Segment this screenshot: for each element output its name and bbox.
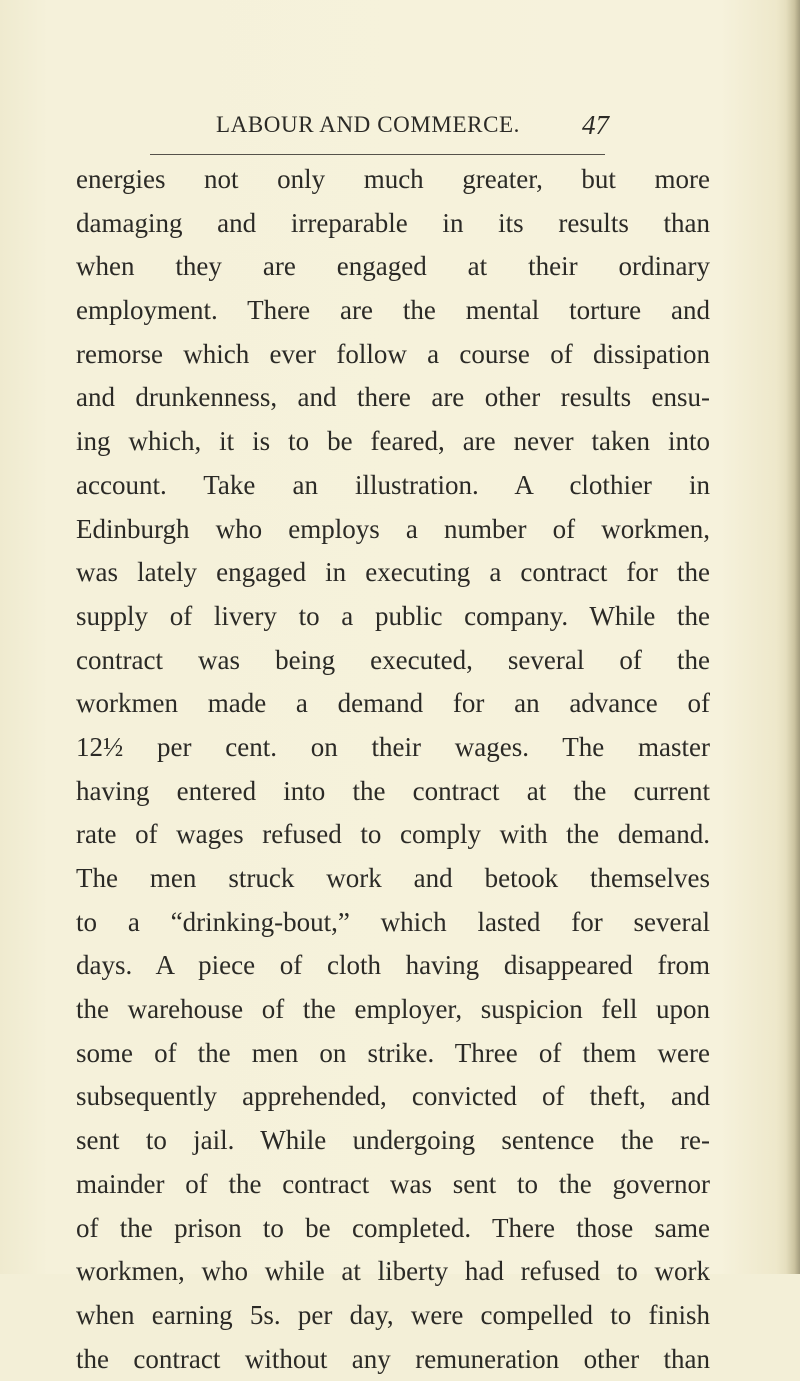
text-line: and drunkenness, and there are other results ensu-: [76, 382, 710, 413]
body-text: [76, 158, 710, 1381]
text-line: supply of livery to a public company. While the: [76, 600, 710, 631]
text-line: some of the men on strike. Three of them were: [76, 1037, 710, 1068]
text-line: having entered into the contract at the current: [76, 775, 710, 806]
text-line: the warehouse of the employer, suspicion fell upon: [76, 994, 710, 1025]
text-line: workmen, who while at liberty had refused to work: [76, 1256, 710, 1287]
text-line: damaging and irreparable in its results than: [76, 207, 710, 238]
text-line: to a “drinking-bout,” which lasted for several: [76, 906, 710, 937]
text-line: when they are engaged at their ordinary: [76, 251, 710, 282]
text-line: was lately engaged in executing a contract for the: [76, 557, 710, 588]
text-line: energies not only much greater, but more: [76, 164, 710, 194]
text-line: Edinburgh who employs a number of workmen,: [76, 513, 710, 544]
text-line: employment. There are the mental torture and: [76, 295, 710, 326]
text-line: workmen made a demand for an advance of: [76, 688, 710, 719]
page-edge-shadow: [786, 0, 800, 1274]
text-line: of the prison to be completed. There those same: [76, 1212, 710, 1243]
text-line: 12½ per cent. on their wages. The master: [76, 731, 710, 762]
text-line: mainder of the contract was sent to the governor: [76, 1168, 710, 1199]
page-number: 47: [582, 110, 609, 140]
text-line: contract was being executed, several of the: [76, 644, 710, 675]
text-line: remorse which ever follow a course of dissipation: [76, 338, 710, 369]
text-line: when earning 5s. per day, were compelled to finish: [76, 1299, 710, 1330]
text-line: account. Take an illustration. A clothier in: [76, 469, 710, 500]
text-line: subsequently apprehended, convicted of theft, and: [76, 1081, 710, 1112]
running-head: [150, 104, 650, 144]
text-line: sent to jail. While undergoing sentence the re-: [76, 1125, 710, 1156]
text-line: the contract without any remuneration other than: [76, 1343, 710, 1374]
text-line: ing which, it is to be feared, are never taken into: [76, 426, 710, 457]
header-rule: [150, 154, 605, 155]
running-title: LABOUR AND COMMERCE.: [216, 112, 521, 137]
text-line: days. A piece of cloth having disappeared from: [76, 950, 710, 981]
text-line: The men struck work and betook themselves: [76, 863, 710, 893]
text-line: rate of wages refused to comply with the demand.: [76, 819, 710, 850]
